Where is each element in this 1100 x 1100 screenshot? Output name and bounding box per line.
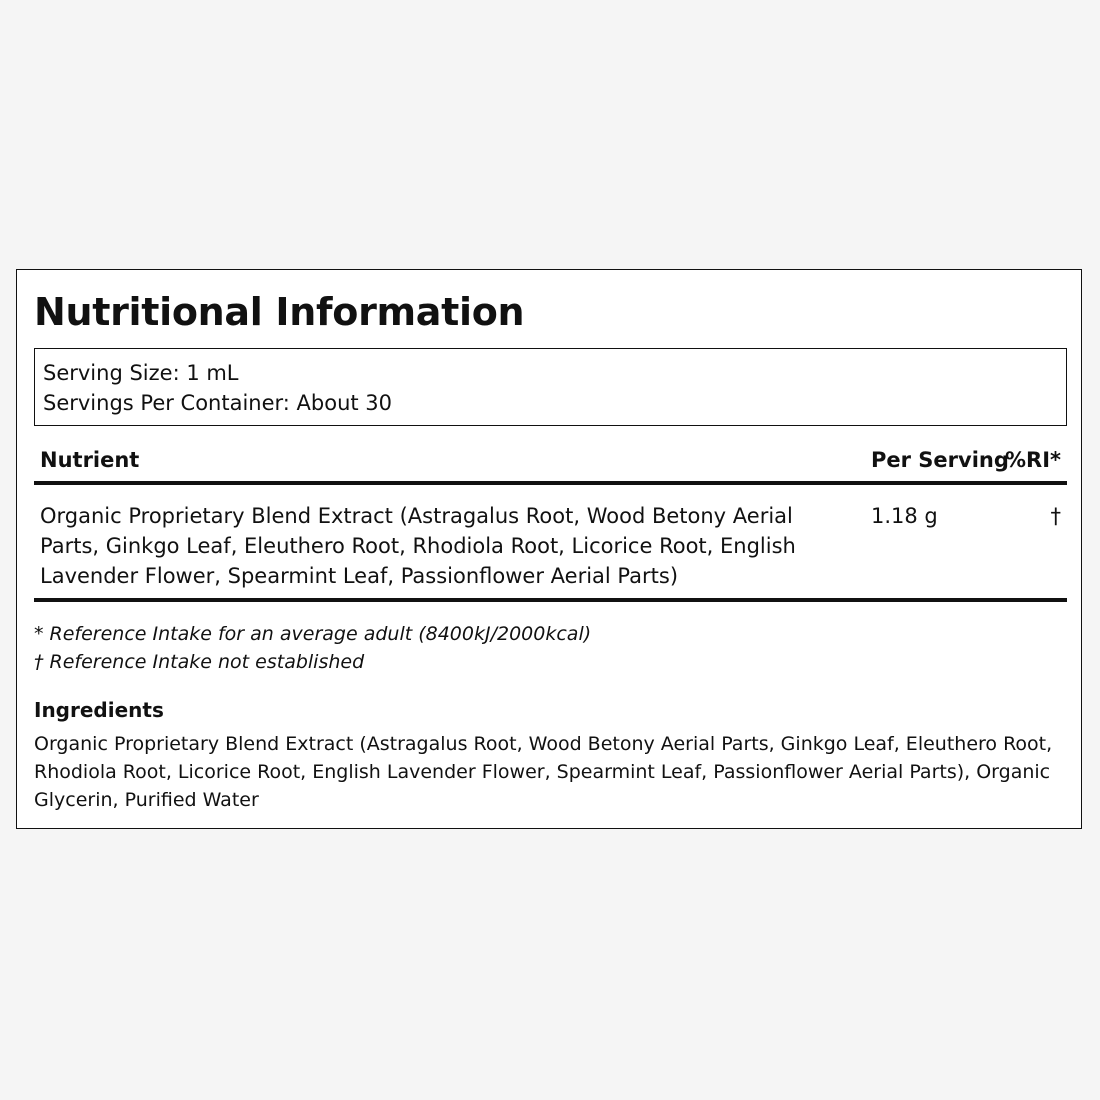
nutrient-table-header (34, 443, 1067, 485)
row-nutrient-name: Organic Proprietary Blend Extract (Astragalus Root, Wood Betony Aerial Parts, Ginkgo Leaf, Eleuthero Root, Rhodiola Root, Licorice Root, English Lavender Flower, Spearmint Leaf, Passionflower Aerial Parts) (40, 504, 796, 588)
row-ri-value: † (1050, 504, 1061, 528)
nutrition-label-panel (16, 269, 1082, 829)
serving-size: Serving Size: 1 mL (43, 361, 239, 385)
ingredients-heading: Ingredients (34, 698, 164, 722)
label-title: Nutritional Information (34, 290, 525, 334)
footnotes (34, 620, 591, 676)
table-row (34, 486, 1067, 602)
header-ri: %RI* (1004, 448, 1061, 472)
row-per-serving-value: 1.18 g (871, 504, 938, 528)
ingredients-text: Organic Proprietary Blend Extract (Astragalus Root, Wood Betony Aerial Parts, Ginkgo Leaf, Eleuthero Root, Rhodiola Root, Licorice Root, English Lavender Flower, Spearmint Leaf, Passionflower Aerial Parts), Organic Glycerin, Purified Water (34, 733, 1053, 811)
servings-per-container: Servings Per Container: About 30 (43, 391, 393, 415)
footnote-reference-intake: * Reference Intake for an average adult (8400kJ/2000kcal) (34, 623, 592, 645)
serving-info-box (34, 348, 1067, 426)
header-per-serving: Per Serving (871, 448, 1009, 472)
header-nutrient: Nutrient (40, 448, 140, 472)
footnote-not-established: † Reference Intake not established (34, 651, 365, 673)
